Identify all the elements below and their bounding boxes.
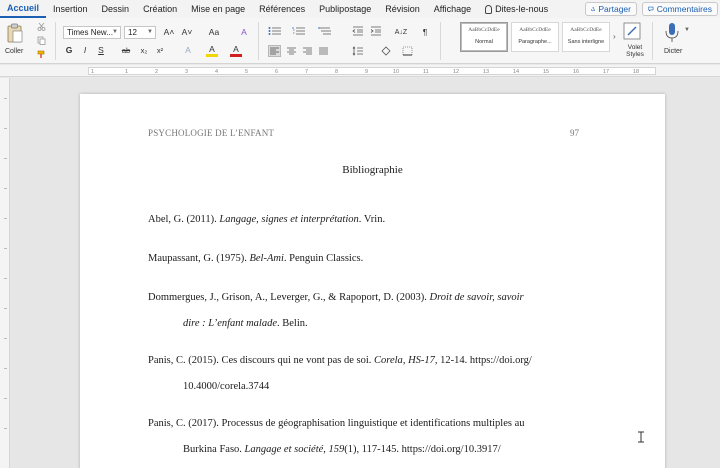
styles-pane-icon — [623, 22, 643, 40]
font-name-combo[interactable] — [63, 26, 121, 39]
format-painter-icon[interactable] — [37, 50, 46, 61]
dictate-label: Dicter — [664, 48, 683, 55]
font-name-value: Times New... — [67, 28, 113, 37]
styles-more-icon[interactable]: › — [613, 32, 616, 41]
style-no-spacing[interactable] — [562, 22, 610, 52]
ruler-number: 18 — [633, 69, 640, 75]
ruler-tick — [4, 128, 7, 129]
ruler-number: 6 — [275, 69, 279, 75]
share-icon — [591, 5, 595, 13]
tab-mise-en-page[interactable]: Mise en page — [191, 4, 246, 14]
ref-text: , 12-14. https://doi.org/ — [434, 355, 532, 366]
font-size-combo[interactable] — [124, 26, 156, 39]
ruler-tick — [4, 368, 7, 369]
ruler-tick — [4, 398, 7, 399]
bullets-icon[interactable] — [268, 26, 282, 38]
ref-text: Abel, G. (2011). — [148, 214, 220, 225]
text-cursor-icon — [637, 431, 645, 443]
align-center-icon[interactable] — [286, 46, 297, 58]
comments-label: Commentaires — [656, 4, 712, 14]
bold-button[interactable]: G — [65, 45, 73, 55]
ruler-tick — [4, 248, 7, 249]
ref-text: Maupassant, G. (1975). — [148, 253, 250, 264]
ruler-number: 15 — [543, 69, 550, 75]
align-right-icon[interactable] — [302, 46, 313, 58]
tab-insertion[interactable]: Insertion — [53, 4, 88, 14]
text-effects-button[interactable]: A — [185, 45, 191, 55]
ref-text: . Vrin. — [358, 214, 386, 225]
grow-font-button[interactable]: A˄ — [163, 27, 175, 37]
ribbon-separator — [55, 22, 56, 60]
ruler-tick — [4, 158, 7, 159]
ruler-tick — [4, 188, 7, 189]
clipboard-icon — [6, 22, 24, 44]
tab-dessin[interactable]: Dessin — [101, 4, 130, 14]
tab-references[interactable]: Références — [259, 4, 306, 14]
ref-text: Burkina Faso. — [183, 444, 245, 455]
dropdown-arrow-icon: ▼ — [112, 29, 118, 35]
subscript-button[interactable]: x₂ — [140, 46, 148, 55]
ruler-tick — [4, 218, 7, 219]
ref-text: . Penguin Classics. — [283, 253, 364, 264]
numbering-icon[interactable] — [292, 26, 306, 38]
line-spacing-icon[interactable] — [352, 46, 364, 58]
font-color-button[interactable]: A — [230, 44, 242, 57]
ruler-number: 13 — [483, 69, 490, 75]
bibliography-title: Bibliographie — [342, 164, 403, 176]
styles-pane-button[interactable] — [623, 22, 645, 42]
tell-me-search[interactable] — [478, 0, 555, 18]
show-formatting-button[interactable]: ¶ — [422, 27, 428, 37]
document-page[interactable] — [80, 94, 665, 468]
reference-abel — [148, 214, 385, 225]
ref-title: dire : L’enfant malade — [183, 318, 277, 329]
ruler-number: 12 — [453, 69, 460, 75]
borders-icon[interactable] — [402, 46, 413, 58]
reference-dommergues-cont — [183, 318, 308, 329]
ruler-number: 16 — [573, 69, 580, 75]
ruler-number: 1 — [125, 69, 129, 75]
style-name: Sans interligne — [567, 39, 605, 45]
ruler-number: 3 — [185, 69, 189, 75]
style-paragraph[interactable] — [511, 22, 559, 52]
styles-pane-label: Volet Styles — [626, 44, 644, 58]
paste-label: Coller — [5, 48, 24, 55]
tab-revision[interactable]: Révision — [385, 4, 420, 14]
sort-button[interactable]: A↓Z — [394, 29, 408, 36]
ruler-number: 5 — [245, 69, 249, 75]
comment-icon — [648, 5, 654, 13]
reference-panis-2017 — [148, 418, 525, 429]
ruler-number: 7 — [305, 69, 309, 75]
ruler-number: 11 — [423, 69, 429, 75]
document-canvas — [10, 78, 720, 468]
ruler-tick — [4, 98, 7, 99]
ref-text: Panis, C. (2015). Ces discours qui ne vont pas de soi. — [148, 355, 375, 366]
ref-volume: HS-17 — [408, 355, 435, 366]
tab-creation[interactable]: Création — [143, 4, 178, 14]
multilevel-list-icon[interactable] — [318, 26, 332, 38]
tab-affichage[interactable]: Affichage — [433, 4, 472, 14]
ruler-number: 9 — [365, 69, 369, 75]
running-head: PSYCHOLOGIE DE L’ENFANT — [148, 128, 275, 138]
ruler-track — [88, 67, 656, 75]
ref-title: Droit de savoir, savoir — [429, 292, 524, 303]
ruler-tick — [4, 338, 7, 339]
tab-publipostage[interactable]: Publipostage — [319, 4, 372, 14]
dropdown-arrow-icon: ▼ — [147, 29, 153, 35]
ribbon-separator — [440, 22, 441, 60]
dropdown-arrow-icon[interactable]: ▼ — [684, 27, 690, 33]
ruler-number: 17 — [603, 69, 610, 75]
horizontal-ruler[interactable] — [0, 65, 720, 77]
ref-text: , — [402, 355, 409, 366]
ruler-number: 2 — [155, 69, 159, 75]
ref-journal: Corela — [374, 355, 403, 366]
ribbon-separator — [652, 22, 653, 60]
ribbon-tab-bar — [0, 0, 720, 18]
ref-volume: 159 — [328, 444, 345, 455]
align-left-button[interactable] — [268, 45, 281, 57]
reference-maupassant — [148, 253, 363, 264]
ref-title: Langage, signes et interprétation — [219, 214, 359, 225]
share-button[interactable] — [585, 2, 637, 16]
paste-button[interactable] — [6, 22, 24, 46]
tab-accueil[interactable]: Accueil — [0, 0, 46, 18]
share-label: Partager — [598, 4, 631, 14]
ruler-number: 4 — [215, 69, 219, 75]
style-name: Paragraphe... — [518, 39, 552, 45]
underline-button[interactable]: S — [98, 45, 104, 55]
align-left-icon — [269, 46, 280, 56]
comments-button[interactable] — [642, 2, 718, 16]
strikethrough-button[interactable]: ab — [121, 46, 131, 55]
ref-text: Panis, C. (2017). Processus de géographisation linguistique et identifications multiples au — [148, 418, 525, 429]
ruler-tick — [4, 428, 7, 429]
vertical-ruler[interactable] — [0, 78, 10, 468]
ref-title: Bel-Ami — [249, 253, 284, 264]
ref-text: (1), 117-145. https://doi.org/10.3917/ — [344, 444, 501, 455]
style-preview: AaBbCcDdEe — [468, 27, 500, 33]
shrink-font-button[interactable]: A˅ — [181, 27, 193, 37]
reference-panis-2015 — [148, 355, 532, 366]
style-normal[interactable] — [460, 22, 508, 52]
style-name: Normal — [475, 39, 493, 45]
microphone-icon — [664, 22, 680, 44]
italic-button[interactable]: I — [83, 45, 87, 55]
ribbon-separator — [258, 22, 259, 60]
ruler-tick — [4, 308, 7, 309]
justify-icon[interactable] — [318, 46, 329, 58]
ref-journal: Langage et société — [244, 444, 324, 455]
style-preview: AaBbCcDdEe — [570, 27, 602, 33]
ref-text: Dommergues, J., Grison, A., Leverger, G., & Rapoport, D. (2003). — [148, 292, 430, 303]
dictate-button[interactable] — [664, 22, 680, 46]
ref-text: , — [323, 444, 329, 455]
ruler-number: 10 — [393, 69, 400, 75]
reference-panis-2015-cont — [183, 381, 269, 392]
ruler-number: 14 — [513, 69, 520, 75]
increase-indent-icon[interactable] — [370, 26, 382, 38]
ref-text: . Belin. — [277, 318, 308, 329]
cut-icon[interactable] — [37, 22, 46, 33]
ruler-number: 1 — [91, 69, 95, 75]
font-size-value: 12 — [128, 28, 137, 37]
ref-doi: 10.4000/corela.3744 — [183, 381, 270, 392]
copy-icon[interactable] — [37, 36, 46, 47]
superscript-button[interactable]: x² — [156, 46, 164, 55]
lightbulb-icon — [485, 5, 492, 14]
ruler-tick — [4, 278, 7, 279]
clear-formatting-button[interactable]: A — [241, 27, 247, 37]
shading-icon[interactable] — [380, 46, 392, 58]
highlight-button[interactable]: A — [206, 44, 218, 57]
page-number: 97 — [570, 128, 579, 138]
change-case-button[interactable]: Aa — [208, 27, 220, 37]
style-preview: AaBbCcDdEe — [519, 27, 551, 33]
ribbon-home — [0, 18, 720, 64]
tell-me-label: Dites-le-nous — [495, 4, 549, 14]
reference-dommergues — [148, 292, 524, 303]
reference-panis-2017-cont — [183, 444, 501, 455]
decrease-indent-icon[interactable] — [352, 26, 364, 38]
ruler-number: 8 — [335, 69, 339, 75]
